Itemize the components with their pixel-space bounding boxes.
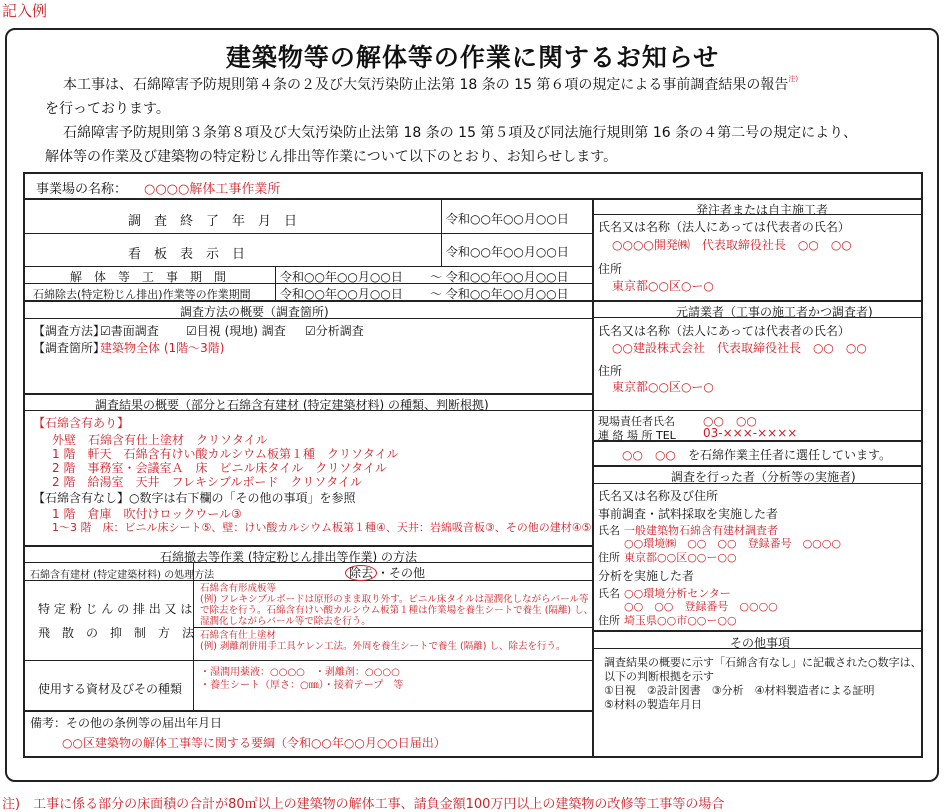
contractor-address-label: 住所: [598, 364, 623, 378]
site-manager-value: ○○ ○○: [703, 414, 757, 428]
pre-survey-name-label: 氏名: [598, 524, 620, 537]
analysis-name-label: 氏名: [598, 587, 620, 600]
analysis-label: 分析を実施した者: [598, 569, 695, 583]
materials-label: 使用する資材及びその種類: [38, 682, 183, 696]
asbestos-period-to: ～ 令和○○年○○月○○日: [430, 287, 569, 301]
contractor-name-value: ○○建設株式会社 代表取締役社長 ○○ ○○: [612, 341, 867, 355]
orderer-name-value: ○○○○開発㈱ 代表取締役社長 ○○ ○○: [612, 238, 852, 252]
site-name-value: ○○○○解体工事作業所: [144, 182, 281, 197]
analysis-name-1: ○○環境分析センター: [624, 587, 731, 600]
pre-survey-name-2: ○○環境㈱ ○○ ○○ 登録番号 ○○○○: [624, 537, 841, 550]
emission-method-coating: 石綿含有仕上塗材 (例) 剥離剤併用手工具ケレン工法。外周を養生シートで養生 (隔離) し、除去を行う。: [200, 630, 566, 652]
pre-survey-address-label: 住所: [598, 551, 620, 564]
places-value: 建築物全体 (1階～3階): [100, 341, 225, 355]
analysis-address-label: 住所: [598, 614, 620, 627]
orderer-address-value: 東京都○○区○ー○: [612, 279, 714, 293]
remarks-value: ○○区建築物の解体工事等に関する要綱（令和○○年○○月○○日届出）: [62, 736, 446, 750]
treatment-label: 石綿含有建材 (特定建築材料) の処理方法: [30, 570, 215, 581]
contractor-header: 元請業者（工事の施工者かつ調査者): [676, 305, 873, 319]
contact-tel-value: 03-×××-××××: [703, 426, 798, 440]
analysis-address: 埼玉県○○市○○ー○○: [624, 614, 737, 627]
intro-p2-line1: 石綿障害予防規則第３条第８項及び大気汚染防止法第 18 条の 15 第５項及び同法施行規則第 16 条の４第二号の規定により、: [63, 125, 858, 141]
site-name-label: 事業場の名称：: [36, 182, 128, 197]
chief-text: を石綿作業主任者に選任しています。: [688, 448, 892, 462]
method-analysis: ☑分析調査: [305, 324, 364, 338]
absent-item: 1～3 階 床：ビニル床シート⑤、壁：けい酸カルシウム板第１種④、天井：岩綿吸音板③、その他の建材④⑤: [52, 521, 592, 534]
absent-label: 【石綿含有なし】○数字は右下欄の「その他の事項」を参照: [33, 491, 356, 505]
page-title: 建築物等の解体等の作業に関するお知らせ: [225, 43, 720, 72]
survey-end-label: 調 査 終 了 年 月 日: [128, 214, 298, 229]
demo-period-label: 解 体 等 工 事 期 間: [70, 270, 227, 284]
intro-p1-line2: を行っております。: [45, 101, 170, 117]
method-header: 調査方法の概要（調査箇所): [180, 305, 329, 319]
sign-date-value: 令和○○年○○月○○日: [446, 245, 569, 259]
emission-label-1: 特 定 粉 じ ん の 排 出 又 は: [38, 602, 193, 616]
present-label: 【石綿含有あり】: [33, 416, 130, 430]
pre-survey-name-1: 一般建築物石綿含有建材調査者: [624, 524, 778, 537]
materials-line-2: ・養生シート（厚さ：○㎜）・接着テープ 等: [200, 680, 404, 691]
surveyor-header: 調査を行った者（分析等の実施者): [671, 470, 856, 484]
intro-p1-line1: 本工事は、石綿障害予防規則第４条の２及び大気汚染防止法第 18 条の 15 第６項の規定による事前調査結果の報告$^{注)}$: [63, 75, 799, 93]
orderer-address-label: 住所: [598, 262, 623, 276]
site-manager-label: 現場責任者氏名: [598, 415, 675, 428]
pre-survey-label: 事前調査・試料採取を実施した者: [598, 507, 779, 521]
other-line-3: ①目視 ②設計図書 ③分析 ④材料製造者による証明: [604, 684, 875, 697]
contractor-address-value: 東京都○○区○ー○: [612, 380, 714, 394]
remarks-label: 備考：その他の条例等の届出年月日: [30, 716, 223, 730]
asbestos-period-from: 令和○○年○○月○○日: [280, 287, 403, 301]
survey-end-value: 令和○○年○○月○○日: [446, 212, 569, 226]
analysis-name-2: ○○ ○○ 登録番号 ○○○○: [624, 600, 778, 613]
materials-line-1: ・湿潤用薬液：○○○○ ・剥離剤：○○○○: [200, 667, 400, 678]
contact-tel-label: 連 絡 場 所 TEL: [598, 429, 676, 442]
chief-name: ○○ ○○: [622, 448, 676, 462]
demo-period-to: ～ 令和○○年○○月○○日: [430, 270, 569, 284]
emission-label-2: 飛 散 の 抑 制 方 法: [38, 626, 195, 640]
sample-label: 記入例: [2, 2, 48, 20]
work-header: 石綿撤去等作業 (特定粉じん排出等作業) の方法: [160, 550, 417, 564]
sign-date-label: 看 板 表 示 日: [128, 247, 246, 262]
other-header: その他事項: [730, 636, 791, 650]
asbestos-period-label: 石綿除去(特定粉じん排出)作業等の作業期間: [33, 288, 251, 301]
present-item: 2 階 給湯室 天井 フレキシブルボード クリソタイル: [52, 475, 363, 489]
orderer-header: 発注者または自主施工者: [696, 203, 829, 217]
surveyor-name-label: 氏名又は名称及び住所: [598, 489, 719, 503]
other-line-4: ⑤材料の製造年月日: [604, 698, 702, 711]
present-item: 1 階 軒天 石綿含有けい酸カルシウム板第１種 クリソタイル: [52, 447, 399, 461]
contractor-name-label: 氏名又は名称（法人にあっては代表者の氏名）: [598, 324, 850, 338]
treatment-value: 除去 ・その他: [345, 564, 425, 581]
methods-label: 【調査方法】: [33, 324, 106, 338]
emission-method-boards: 石綿含有形成板等 (例) フレキシブルボードは原形のまま取り外す。ビニル床タイルは湿潤化しながらバール等 で除去を行う。石綿含有けい酸カルシウム板第１種は作業場を養生シートで養生 (隔離) し、 湿潤化しながらバール等で除去を行う。: [200, 583, 594, 627]
pre-survey-address: 東京都○○区○○ー○○: [624, 551, 737, 564]
orderer-name-label: 氏名又は名称（法人にあっては代表者の氏名）: [598, 220, 850, 234]
method-visual: ☑目視 (現地) 調査: [186, 324, 286, 338]
present-item: 外壁 石綿含有仕上塗材 クリソタイル: [52, 433, 268, 447]
method-document: ☑書面調査: [100, 324, 159, 338]
other-line-1: 調査結果の概要に示す「石綿含有なし」に記載された○数字は、: [604, 656, 922, 669]
present-item: 2 階 事務室・会議室Ａ 床 ビニル床タイル クリソタイル: [52, 461, 387, 475]
footnote: 注) 工事に係る部分の床面積の合計が80㎡以上の建築物の解体工事、請負金額100万円以上の建築物の改修等工事等の場合: [2, 797, 725, 812]
results-header: 調査結果の概要（部分と石綿含有建材 (特定建築材料) の種類、判断根拠): [95, 398, 489, 412]
other-line-2: 以下の判断根拠を示す: [604, 670, 714, 683]
intro-p2-line2: 解体等の作業及び建築物の特定粉じん排出等作業について以下のとおり、お知らせします。: [45, 149, 618, 165]
places-label: 【調査箇所】: [33, 341, 106, 355]
absent-item: 1 階 倉庫 吹付けロックウール③: [52, 507, 242, 521]
demo-period-from: 令和○○年○○月○○日: [280, 270, 403, 284]
